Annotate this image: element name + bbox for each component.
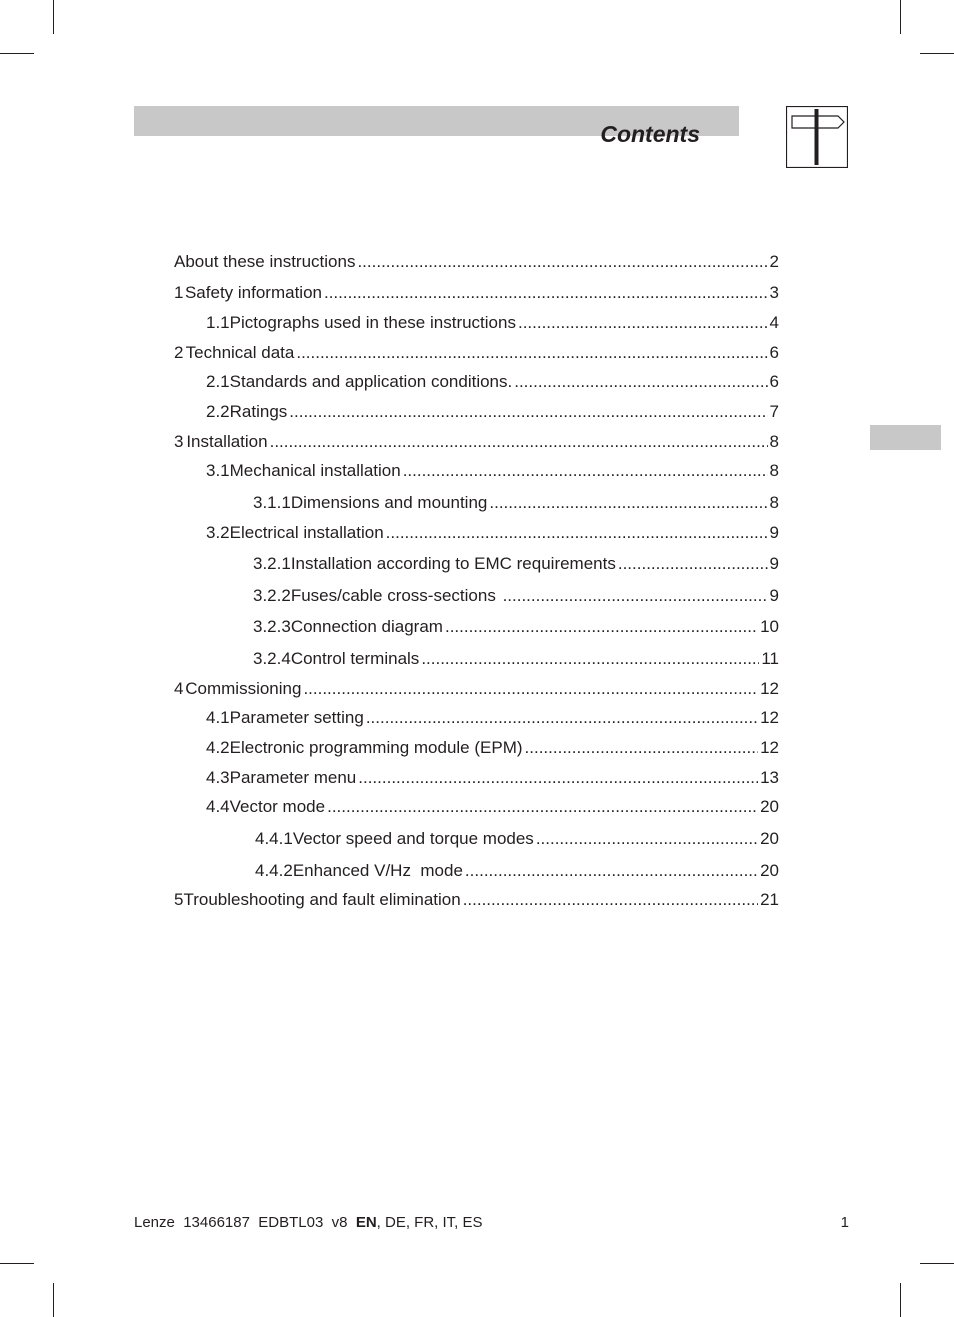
toc-number: 2.1 <box>206 372 230 391</box>
page-number: 1 <box>840 1214 849 1231</box>
footer-doc-id: Lenze 13466187 EDBTL03 v8 <box>134 1214 356 1231</box>
toc-leader <box>503 585 768 607</box>
toc-number: 5 <box>174 890 184 909</box>
toc-page: 20 <box>760 829 779 848</box>
toc-entry[interactable] <box>253 585 779 607</box>
toc-entry[interactable] <box>206 460 779 482</box>
toc-leader <box>525 737 759 759</box>
toc-entry[interactable] <box>206 767 779 789</box>
toc-page: 12 <box>760 738 779 757</box>
toc-page: 12 <box>760 708 779 727</box>
toc-leader <box>270 431 768 453</box>
toc-title: About these instructions <box>174 252 356 271</box>
toc-page: 6 <box>769 372 779 391</box>
toc-page: 4 <box>769 313 779 332</box>
toc-number: 3.2.1 <box>253 554 291 573</box>
toc-number: 2.2 <box>206 402 230 421</box>
toc-page: 3 <box>769 283 779 302</box>
toc-entry[interactable] <box>253 492 779 514</box>
toc-title: Parameter menu <box>229 768 357 787</box>
toc-leader <box>536 828 758 850</box>
toc-title: Mechanical installation <box>229 461 401 480</box>
toc-leader <box>366 707 758 729</box>
toc-title: Pictographs used in these instructions <box>229 313 516 332</box>
toc-number: 3.2.4 <box>253 649 291 668</box>
toc-page: 21 <box>760 890 779 909</box>
toc-leader <box>289 401 767 423</box>
toc-leader <box>296 342 767 364</box>
toc-leader <box>403 460 768 482</box>
toc-entry[interactable] <box>174 431 779 453</box>
toc-number: 3.2.3 <box>253 617 291 636</box>
toc-title: Ratings <box>229 402 288 421</box>
toc-page: 9 <box>769 586 779 605</box>
toc-entry[interactable] <box>255 860 779 882</box>
toc-title: Vector mode <box>229 797 326 816</box>
toc-page: 11 <box>761 649 779 668</box>
toc-number: 3.2.2 <box>253 586 291 605</box>
toc-leader <box>463 889 758 911</box>
toc-title: Safety information <box>184 283 322 302</box>
toc-number: 3 <box>174 432 184 451</box>
toc-page: 13 <box>760 768 779 787</box>
toc-page: 10 <box>760 617 779 636</box>
toc-title: Vector speed and torque modes <box>292 829 534 848</box>
toc-title: Electrical installation <box>229 523 384 542</box>
toc-leader <box>514 371 767 393</box>
toc-entry[interactable] <box>253 648 779 670</box>
toc-entry[interactable] <box>255 828 779 850</box>
toc-page: 9 <box>769 523 779 542</box>
toc-entry[interactable] <box>206 371 779 393</box>
toc-page: 8 <box>769 432 779 451</box>
footer-document-info <box>134 1213 483 1233</box>
toc-title: Fuses/cable cross-sections <box>290 586 501 605</box>
footer-language-current: EN <box>355 1214 377 1231</box>
toc-entry[interactable] <box>174 678 779 700</box>
toc-number: 2 <box>174 343 184 362</box>
toc-entry[interactable] <box>253 616 779 638</box>
toc-entry[interactable] <box>206 522 779 544</box>
toc-page: 2 <box>769 252 779 271</box>
footer-language-others: , DE, FR, IT, ES <box>376 1214 483 1231</box>
page-title: Contents <box>600 121 700 147</box>
toc-entry[interactable] <box>174 251 779 273</box>
toc-number: 3.1.1 <box>253 493 291 512</box>
toc-leader <box>489 492 767 514</box>
toc-number: 1.1 <box>206 313 230 332</box>
toc-title: Enhanced V/Hz mode <box>292 861 463 880</box>
toc-leader <box>324 282 768 304</box>
toc-title: Installation according to EMC requirements <box>290 554 616 573</box>
toc-leader <box>327 796 758 818</box>
toc-number: 4.4 <box>206 797 230 816</box>
toc-entry[interactable] <box>206 312 779 334</box>
toc-entry[interactable] <box>253 553 779 575</box>
toc-leader <box>303 678 758 700</box>
toc-leader <box>357 251 767 273</box>
toc-page: 6 <box>769 343 779 362</box>
toc-title: Commissioning <box>185 679 302 698</box>
toc-entry[interactable] <box>174 342 779 364</box>
toc-title: Parameter setting <box>229 708 364 727</box>
toc-entry[interactable] <box>206 707 779 729</box>
toc-leader <box>421 648 759 670</box>
toc-leader <box>445 616 758 638</box>
toc-leader <box>465 860 758 882</box>
toc-title: Troubleshooting and fault elimination <box>183 890 461 909</box>
toc-number: 4.1 <box>206 708 230 727</box>
toc-number: 4.4.1 <box>255 829 293 848</box>
toc-number: 1 <box>174 283 184 302</box>
toc-number: 4.3 <box>206 768 230 787</box>
toc-title: Dimensions and mounting <box>290 493 488 512</box>
toc-entry[interactable] <box>206 737 779 759</box>
toc-number: 4.2 <box>206 738 230 757</box>
toc-title: Connection diagram <box>290 617 443 636</box>
toc-number: 4.4.2 <box>255 861 293 880</box>
toc-title: Control terminals <box>290 649 420 668</box>
toc-number: 4 <box>174 679 184 698</box>
toc-page: 9 <box>769 554 779 573</box>
toc-page: 12 <box>760 679 779 698</box>
toc-leader <box>618 553 768 575</box>
toc-page: 8 <box>769 461 779 480</box>
toc-leader <box>358 767 758 789</box>
toc-page: 20 <box>760 861 779 880</box>
toc-leader <box>518 312 768 334</box>
toc-number: 3.2 <box>206 523 230 542</box>
toc-title: Electronic programming module (EPM) <box>229 738 523 757</box>
toc-page: 7 <box>769 402 779 421</box>
toc-title: Installation <box>186 432 268 451</box>
toc-page: 20 <box>760 797 779 816</box>
toc-leader <box>386 522 768 544</box>
toc-page: 8 <box>769 493 779 512</box>
toc-entry[interactable] <box>174 282 779 304</box>
toc-entry[interactable] <box>174 889 779 911</box>
toc-entry[interactable] <box>206 401 779 423</box>
toc-number: 3.1 <box>206 461 230 480</box>
toc-title: Standards and application conditions. <box>229 372 513 391</box>
toc-title: Technical data <box>185 343 295 362</box>
toc-entry[interactable] <box>206 796 779 818</box>
